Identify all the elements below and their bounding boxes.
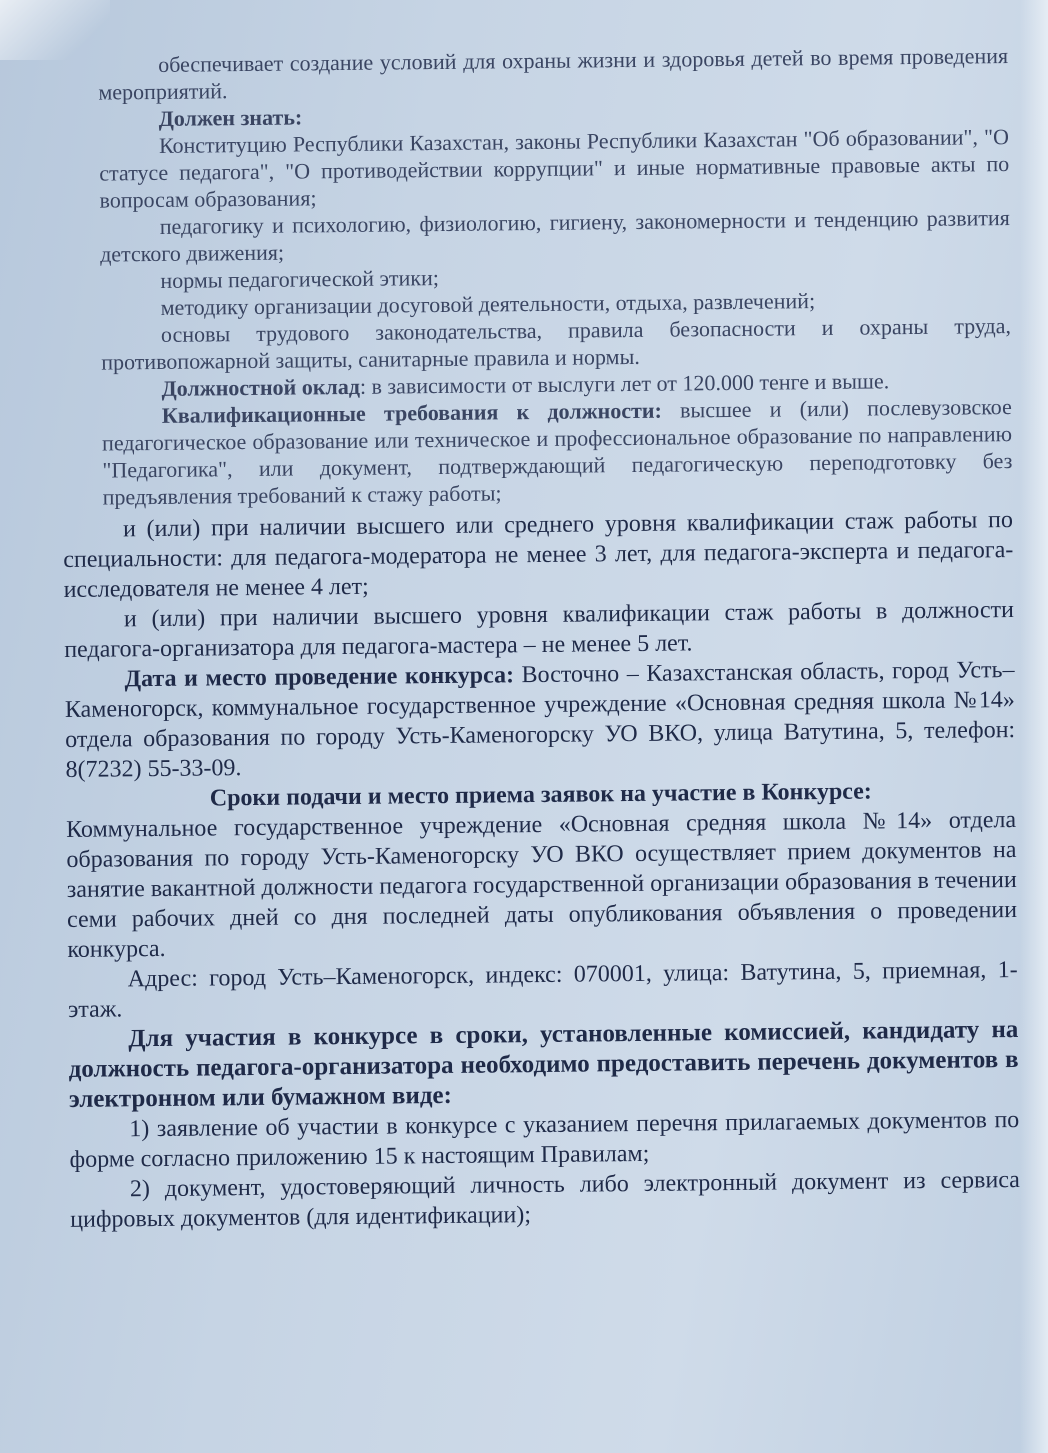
qualification-text: высшее и (или) послевузовское педагогическое образование или техническое и профессиональное образование по направлению "Педагогика", или документ, подтверждающий педагогическую переподготовку без предъявления требований к стажу работы; <box>101 394 1013 510</box>
salary-heading: Должностной оклад <box>161 373 361 401</box>
document-item-1: 1) заявление об участии в конкурсе с указанием перечня прилагаемых документов по форме согласно приложению 15 к настоящим Правилам; <box>69 1106 1020 1173</box>
main-block <box>63 505 1020 1235</box>
terms-heading: Сроки подачи и место приема заявок на участие в Конкурсе: <box>209 778 872 812</box>
paragraph-constitution: Конституцию Республики Казахстан, законы Республики Казахстан "Об образовании", "О статусе педагога", "О противодействии коррупции" и иные нормативные правовые акты по вопросам образования; <box>99 124 1010 213</box>
qualification-experience-1: и (или) при наличии высшего или среднего уровня квалификации стаж работы по специальности: для педагога-модератора не менее 3 лет, для педагога-эксперта и педагога-исследователя не менее 4 лет; <box>63 507 1014 603</box>
paragraph-ethics: нормы педагогической этики; <box>160 265 440 293</box>
qualification-experience-2: и (или) при наличии высшего уровня квалификации стаж работы в должности педагога-организатора для педагога-мастера – не менее 5 лет. <box>64 597 1015 663</box>
date-place-heading: Дата и место проведение конкурса: <box>124 662 515 693</box>
duties-tail <box>58 42 1013 511</box>
paragraph-leisure: методику организации досуговой деятельности, отдыха, развлечений; <box>160 288 816 320</box>
qualification-paragraph <box>102 393 1013 511</box>
document-text <box>58 42 1020 1235</box>
page-edge <box>1020 0 1048 1453</box>
terms-text: Коммунальное государственное учреждение «Основная средняя школа №14» отдела образования по городу Усть-Каменогорску УО ВКО осуществляет прием документов на занятие вакантной должности педагога государственной организации образования в течении семи рабочих дней со дня последней даты опубликования объявления о проведении конкурса. <box>66 807 1018 963</box>
paragraph-pedagogy: педагогику и психологию, физиологию, гигиену, закономерности и тенденцию развития детского движения; <box>99 205 1010 267</box>
documents-heading: Для участия в конкурсе в сроки, установленные комиссией, кандидату на должность педагога-организатора необходимо предоставить перечень документов в электронном или бумажном виде: <box>68 1015 1019 1113</box>
date-place-text: Восточно – Казахстанская область, город Усть–Каменогорск, коммунальное государственное учреждение «Основная средняя школа №14» отдела образования по городу Усть-Каменогорску УО ВКО, улица Ватутина, 5, телефон: 8(7232) 55-33-09. <box>64 657 1016 783</box>
document-item-2: 2) документ, удостоверяющий личность либо электронный документ из сервиса цифровых документов (для идентификации); <box>70 1166 1021 1233</box>
know-heading: Должен знать: <box>158 104 303 131</box>
paragraph-duties-end: обеспечивает создание условий для охраны жизни и здоровья детей во время проведения мероприятий. <box>98 43 1009 105</box>
qualification-heading: Квалификационные требования к должности: <box>161 397 662 428</box>
address-paragraph: Адрес: город Усть–Каменогорск, индекс: 070001, улица: Ватутина, 5, приемная, 1- этаж. <box>67 957 1018 1023</box>
date-place-paragraph <box>64 655 1015 785</box>
paragraph-labor-law: основы трудового законодательства, правила безопасности и охраны труда, противопожарной защиты, санитарные правила и нормы. <box>101 313 1012 375</box>
salary-text: : в зависимости от выслуги лет от 120.000 тенге и выше. <box>359 368 890 399</box>
